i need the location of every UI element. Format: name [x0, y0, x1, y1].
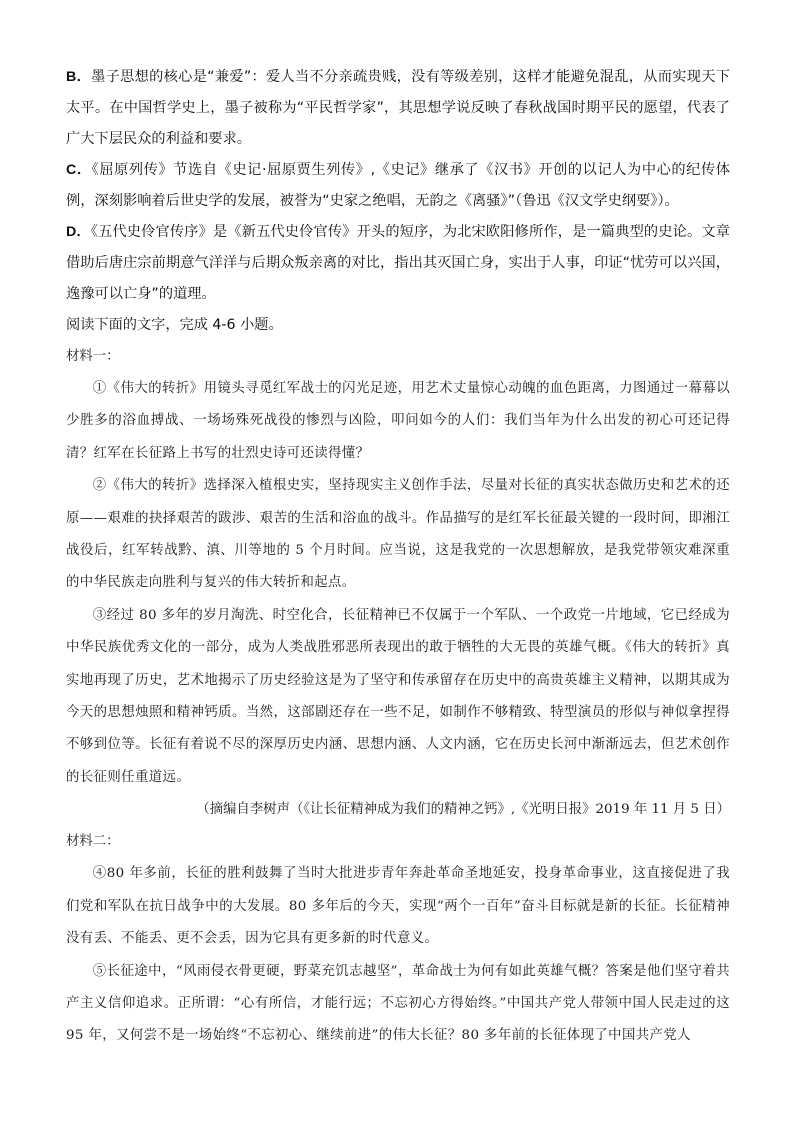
option-letter: D． [66, 224, 91, 240]
option-text: 《屈原列传》节选自《史记·屈原贾生列传》,《史记》继承了《汉书》开创的以记人为中心的纪传体例，深刻影响着后世史学的发展，被誉为“史家之绝唱，无韵之《离骚》”（鲁迅《汉文学史纲要》）。 [66, 162, 730, 209]
material-1-source: （摘编自李树声（《让长征精神成为我们的精神之钙》,《光明日报》2019 年 11 月 5 日） [196, 802, 730, 818]
material-1-paragraph: ③经过 80 多年的岁月淘洗、时空化合，长征精神已不仅属于一个军队、一个政党一片地域，它已经成为中华民族优秀文化的一部分，成为人类战胜邪恶所表现出的敢于牺牲的大无畏的英雄气概。《伟大的转折》真实地再现了历史，艺术地揭示了历史经验这是为了坚守和传承留存在历史中的高贵英雄主义精神，以期其成为今天的思想烛照和精神钙质。当然，这部剧还存在一些不足，如制作不够精致、特型演员的形似与神似拿捏得不够到位等。长征有着说不尽的深厚历史内涵、思想内涵、人文内涵，它在历史长河中渐渐远去，但艺术创作的长征则任重道远。 [66, 607, 730, 785]
reading-instruction: 阅读下面的文字，完成 4-6 小题。 [66, 317, 283, 333]
document-page [66, 62, 730, 1053]
material-1-paragraph: ②《伟大的转折》选择深入植根史实，坚持现实主义创作手法，尽量对长征的真实状态做历史和艺术的还原——艰难的抉择艰苦的跋涉、艰苦的生活和浴血的战斗。作品描写的是红军长征最关键的一段时间，即湘江战役后，红军转战黔、滇、川等地的 5 个月时间。应当说，这是我党的一次思想解放，是我党带领灾难深重的中华民族走向胜利与复兴的伟大转折和起点。 [66, 478, 730, 591]
material-1-label: 材料一： [66, 349, 120, 364]
option-text: 墨子思想的核心是“兼爱”：爱人当不分亲疏贵贱，没有等级差别，这样才能避免混乱，从而实现天下太平。在中国哲学史上，墨子被称为“平民哲学家”，其思想学说反映了春秋战国时期平民的愿望，代表了广大下层民众的利益和要求。 [66, 69, 730, 147]
option-letter: B． [66, 69, 92, 85]
option-d [66, 217, 730, 310]
option-letter: C． [66, 162, 92, 178]
option-text: 《五代史伶官传序》是《新五代史伶官传》开头的短序，为北宋欧阳修所作，是一篇典型的史论。文章借助后唐庄宗前期意气洋洋与后期众叛亲离的对比，指出其灭国亡身，实出于人事，印证“忧劳可以兴国，逸豫可以亡身”的道理。 [66, 224, 730, 302]
option-c [66, 155, 730, 217]
material-2-label: 材料二： [66, 834, 120, 850]
material-2-paragraph: ④80 年多前，长征的胜利鼓舞了当时大批进步青年奔赴革命圣地延安，投身革命事业，这直接促进了我们党和军队在抗日战争中的大发展。80 多年后的今天，实现“两个一百年”奋斗目标就是新的长征。长征精神没有丢、不能丢、更不会丢，因为它具有更多新的时代意义。 [66, 866, 730, 947]
option-b [66, 62, 730, 155]
material-2-paragraph: ⑤长征途中，“风雨侵衣骨更硬，野菜充饥志越坚”，革命战士为何有如此英雄气概？答案是他们坚守着共产主义信仰追求。正所谓：“心有所信，才能行远；不忘初心方得始终。”中国共产党人带领中国人民走过的这 95 年，又何尝不是一场始终“不忘初心、继续前进”的伟大长征？80 多年前的长征体现了中国共产党人 [66, 963, 730, 1044]
material-1-paragraph: ①《伟大的转折》用镜头寻觅红军战士的闪光足迹，用艺术丈量惊心动魄的血色距离，力图通过一幕幕以少胜多的浴血搏战、一场场殊死战役的惨烈与凶险，叩问如今的人们：我们当年为什么出发的初心可还记得清？红军在长征路上书写的壮烈史诗可还读得懂？ [66, 381, 730, 461]
